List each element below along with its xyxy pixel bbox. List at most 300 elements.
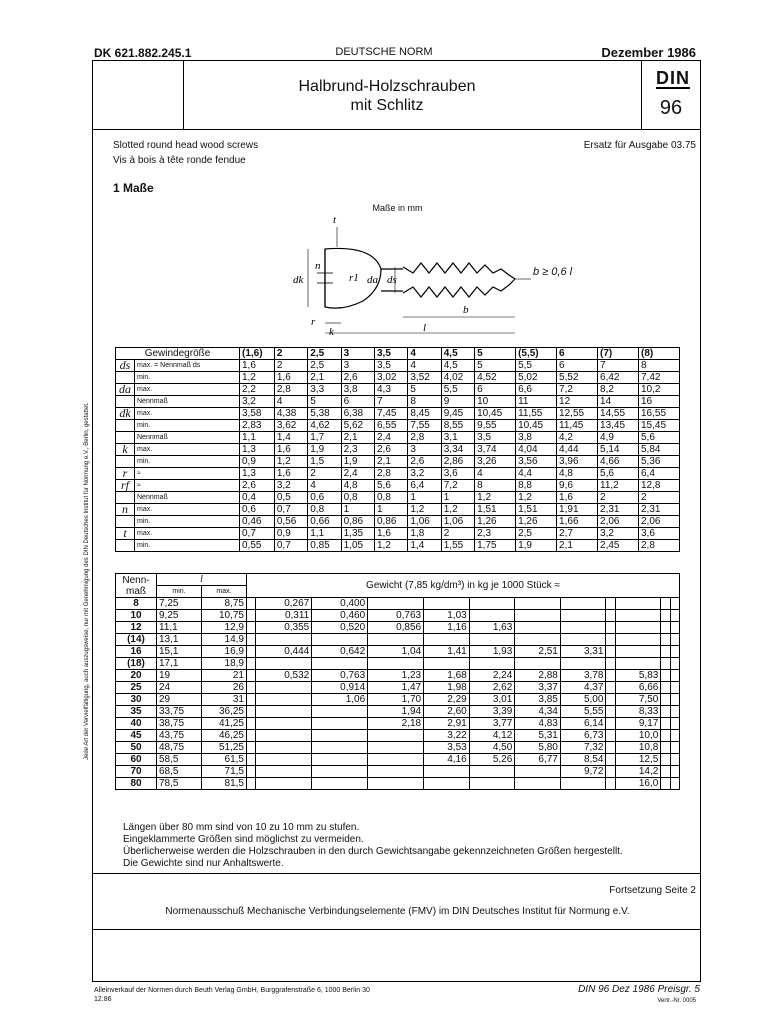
label-l: l <box>423 322 427 334</box>
value-cell: 11 <box>516 396 557 408</box>
weight-cell <box>256 694 312 706</box>
table-row <box>116 360 680 372</box>
value-cell: 0,4 <box>240 492 275 504</box>
size-col-header: 4 <box>408 348 441 360</box>
value-cell: 5,52 <box>557 372 598 384</box>
weight-cell <box>560 622 606 634</box>
table-row <box>116 598 680 610</box>
weight-cell: 10,0 <box>615 730 661 742</box>
value-cell: 3,6 <box>638 528 679 540</box>
length-min-cell: 48,75 <box>157 742 202 754</box>
weight-cell: 9,72 <box>560 766 606 778</box>
weight-cell <box>312 778 368 790</box>
size-col-header: 4,5 <box>441 348 474 360</box>
qualifier-cell: max. <box>135 408 240 420</box>
weight-cell: 3,85 <box>515 694 561 706</box>
table-row <box>116 622 680 634</box>
table-row <box>116 372 680 384</box>
weight-cell <box>469 634 515 646</box>
note-line: Überlicherweise werden die Holzschrauben in den durch Gewichtsangabe gekennzeichneten Größen hergestellt. <box>123 846 623 857</box>
weight-cell: 0,460 <box>312 610 368 622</box>
value-cell: 0,86 <box>374 516 407 528</box>
table-row <box>116 658 680 670</box>
weight-cell: 6,77 <box>515 754 561 766</box>
weight-cell: 8,33 <box>615 706 661 718</box>
table-row <box>116 516 680 528</box>
table-row <box>116 682 680 694</box>
size-header: Gewindegröße <box>116 348 240 360</box>
value-cell: 1,1 <box>308 528 341 540</box>
qualifier-cell: min. <box>135 420 240 432</box>
size-col-header: (8) <box>638 348 679 360</box>
weights-table <box>115 573 680 790</box>
table-row <box>116 504 680 516</box>
weight-cell: 1,70 <box>368 694 424 706</box>
nominal-length-cell: 30 <box>116 694 157 706</box>
value-cell: 3,56 <box>516 456 557 468</box>
weight-cell <box>670 706 679 718</box>
value-cell: 0,7 <box>274 540 307 552</box>
size-col-header: 3,5 <box>374 348 407 360</box>
table-row <box>116 456 680 468</box>
weight-cell <box>560 634 606 646</box>
weight-cell <box>312 718 368 730</box>
symbol-cell: r <box>116 468 135 480</box>
weight-cell: 0,355 <box>256 622 312 634</box>
label-b: b <box>463 304 469 316</box>
weight-cell <box>247 730 256 742</box>
table-row <box>116 718 680 730</box>
length-max-cell: 10,75 <box>202 610 247 622</box>
weight-cell <box>661 610 670 622</box>
weight-cell <box>615 658 661 670</box>
value-cell: 3 <box>408 444 441 456</box>
weight-cell <box>661 634 670 646</box>
length-min-cell: 38,75 <box>157 718 202 730</box>
weight-cell <box>661 706 670 718</box>
weight-cell: 4,12 <box>469 730 515 742</box>
size-col-header: 2 <box>274 348 307 360</box>
value-cell: 8,2 <box>598 384 639 396</box>
footer-rule <box>93 929 700 930</box>
qualifier-cell: max. <box>135 444 240 456</box>
value-cell: 12 <box>557 396 598 408</box>
weight-cell: 4,83 <box>515 718 561 730</box>
weight-cell: 2,88 <box>515 670 561 682</box>
weight-cell: 3,01 <box>469 694 515 706</box>
ersatz-note: Ersatz für Ausgabe 03.75 <box>583 140 696 151</box>
value-cell: 1 <box>341 504 374 516</box>
value-cell: 10 <box>475 396 516 408</box>
weight-cell <box>469 598 515 610</box>
weight-cell: 0,763 <box>368 610 424 622</box>
weight-cell <box>670 730 679 742</box>
weight-cell <box>312 730 368 742</box>
max-header: max. <box>202 586 247 598</box>
weight-cell: 5,00 <box>560 694 606 706</box>
weight-cell: 7,50 <box>615 694 661 706</box>
weight-cell <box>247 706 256 718</box>
weight-cell <box>247 718 256 730</box>
value-cell: 7,2 <box>557 384 598 396</box>
value-cell: 5,6 <box>638 432 679 444</box>
subtitle-en: Slotted round head wood screws <box>113 140 259 151</box>
weight-cell <box>424 778 470 790</box>
value-cell: 2 <box>598 492 639 504</box>
size-col-header: 3 <box>341 348 374 360</box>
weight-cell: 3,22 <box>424 730 470 742</box>
weight-cell: 1,98 <box>424 682 470 694</box>
value-cell: 0,5 <box>274 492 307 504</box>
value-cell: 2,86 <box>441 456 474 468</box>
committee: Normenausschuß Mechanische Verbindungselemente (FMV) im DIN Deutsches Institut für Normung e.V. <box>165 906 630 917</box>
weight-cell: 3,77 <box>469 718 515 730</box>
length-max-cell: 18,9 <box>202 658 247 670</box>
weight-cell: 8,54 <box>560 754 606 766</box>
note-line: Längen über 80 mm sind von 10 zu 10 mm zu stufen. <box>123 822 360 833</box>
weight-cell <box>247 670 256 682</box>
value-cell: 13,45 <box>598 420 639 432</box>
length-min-cell: 68,5 <box>157 766 202 778</box>
value-cell: 3,2 <box>240 396 275 408</box>
value-cell: 1 <box>441 492 474 504</box>
weight-cell: 2,29 <box>424 694 470 706</box>
weight-cell <box>606 706 615 718</box>
value-cell: 1,9 <box>341 456 374 468</box>
weight-cell: 0,532 <box>256 670 312 682</box>
length-max-cell: 26 <box>202 682 247 694</box>
weight-cell: 1,68 <box>424 670 470 682</box>
weight-cell <box>256 742 312 754</box>
value-cell: 11,55 <box>516 408 557 420</box>
table-row <box>116 670 680 682</box>
symbol-cell: n <box>116 504 135 516</box>
weight-cell: 0,400 <box>312 598 368 610</box>
value-cell: 3,6 <box>441 468 474 480</box>
weight-cell <box>256 778 312 790</box>
length-max-cell: 46,25 <box>202 730 247 742</box>
value-cell: 1,91 <box>557 504 598 516</box>
value-cell: 2,6 <box>341 372 374 384</box>
length-min-cell: 24 <box>157 682 202 694</box>
weight-cell <box>368 658 424 670</box>
table-row <box>116 468 680 480</box>
value-cell: 3,02 <box>374 372 407 384</box>
weight-cell <box>247 754 256 766</box>
value-cell: 5 <box>408 384 441 396</box>
value-cell: 1,06 <box>408 516 441 528</box>
value-cell: 5,36 <box>638 456 679 468</box>
weight-cell <box>256 682 312 694</box>
weight-cell <box>606 682 615 694</box>
value-cell: 16 <box>638 396 679 408</box>
weight-cell <box>312 658 368 670</box>
weight-cell: 2,51 <box>515 646 561 658</box>
weight-cell <box>615 622 661 634</box>
value-cell: 3,96 <box>557 456 598 468</box>
weight-cell <box>670 742 679 754</box>
weight-cell <box>606 610 615 622</box>
value-cell: 4,9 <box>598 432 639 444</box>
weight-cell <box>670 754 679 766</box>
qualifier-cell: max. = Nennmaß ds <box>135 360 240 372</box>
continuation-note: Fortsetzung Seite 2 <box>609 885 696 896</box>
weight-cell: 2,60 <box>424 706 470 718</box>
value-cell: 6,55 <box>374 420 407 432</box>
weight-cell <box>615 634 661 646</box>
table-row <box>116 694 680 706</box>
value-cell: 2,3 <box>341 444 374 456</box>
weight-cell: 10,8 <box>615 742 661 754</box>
size-col-header: (5,5) <box>516 348 557 360</box>
value-cell: 4,52 <box>475 372 516 384</box>
value-cell: 3,2 <box>598 528 639 540</box>
table-row <box>116 778 680 790</box>
value-cell: 7,55 <box>408 420 441 432</box>
doc-type: DEUTSCHE NORM <box>335 46 433 58</box>
nennmass-header: Nenn- maß <box>116 574 157 598</box>
value-cell: 2,1 <box>308 372 341 384</box>
weight-cell <box>560 778 606 790</box>
value-cell: 3,1 <box>441 432 474 444</box>
value-cell: 14,55 <box>598 408 639 420</box>
weight-cell <box>515 778 561 790</box>
qualifier-cell: Nennmaß <box>135 396 240 408</box>
value-cell: 1,26 <box>516 516 557 528</box>
value-cell: 3,2 <box>274 480 307 492</box>
value-cell: 2,31 <box>598 504 639 516</box>
value-cell: 2 <box>308 468 341 480</box>
weight-cell <box>606 742 615 754</box>
nominal-length-cell: 16 <box>116 646 157 658</box>
length-max-cell: 71,5 <box>202 766 247 778</box>
weight-cell <box>368 778 424 790</box>
value-cell: 2,8 <box>408 432 441 444</box>
weight-cell <box>469 658 515 670</box>
table-row <box>116 420 680 432</box>
value-cell: 2,8 <box>274 384 307 396</box>
symbol-cell: da <box>116 384 135 396</box>
value-cell: 1,2 <box>408 504 441 516</box>
value-cell: 2,45 <box>598 540 639 552</box>
weight-cell <box>515 610 561 622</box>
weight-cell <box>312 754 368 766</box>
weight-cell <box>670 694 679 706</box>
value-cell: 5,5 <box>516 360 557 372</box>
weight-cell <box>670 634 679 646</box>
value-cell: 1,75 <box>475 540 516 552</box>
weight-cell <box>606 598 615 610</box>
weight-cell <box>670 682 679 694</box>
weight-cell: 0,914 <box>312 682 368 694</box>
weight-cell <box>312 742 368 754</box>
qualifier-cell: max. <box>135 528 240 540</box>
weight-cell <box>670 658 679 670</box>
qualifier-cell: max. <box>135 384 240 396</box>
value-cell: 1,7 <box>308 432 341 444</box>
document-title: Halbrund-Holzschrauben mit Schlitz <box>298 78 476 114</box>
value-cell: 0,85 <box>308 540 341 552</box>
screw-thread-bottom <box>403 279 515 297</box>
weight-cell <box>670 766 679 778</box>
value-cell: 5,02 <box>516 372 557 384</box>
nominal-length-cell: 10 <box>116 610 157 622</box>
value-cell: 0,46 <box>240 516 275 528</box>
weight-cell: 1,16 <box>424 622 470 634</box>
weight-cell <box>247 622 256 634</box>
weight-cell <box>661 694 670 706</box>
value-cell: 6,38 <box>341 408 374 420</box>
weight-cell: 1,63 <box>469 622 515 634</box>
value-cell: 8 <box>475 480 516 492</box>
weight-cell: 1,06 <box>312 694 368 706</box>
table-row <box>116 646 680 658</box>
qualifier-cell: max. <box>135 504 240 516</box>
value-cell: 4,4 <box>516 468 557 480</box>
doc-date: Dezember 1986 <box>601 45 696 60</box>
value-cell: 0,8 <box>341 492 374 504</box>
value-cell: 6,4 <box>408 480 441 492</box>
value-cell: 1,6 <box>240 360 275 372</box>
table-row <box>116 480 680 492</box>
weight-cell <box>661 682 670 694</box>
value-cell: 1,6 <box>274 444 307 456</box>
size-col-header: (1,6) <box>240 348 275 360</box>
value-cell: 2,4 <box>374 432 407 444</box>
value-cell: 1,66 <box>557 516 598 528</box>
label-k: k <box>329 326 334 338</box>
value-cell: 0,66 <box>308 516 341 528</box>
length-min-cell: 15,1 <box>157 646 202 658</box>
length-min-cell: 78,5 <box>157 778 202 790</box>
weight-cell <box>424 658 470 670</box>
weight-cell <box>606 718 615 730</box>
value-cell: 8 <box>408 396 441 408</box>
weight-cell: 3,53 <box>424 742 470 754</box>
weight-cell <box>661 742 670 754</box>
value-cell: 15,45 <box>638 420 679 432</box>
value-cell: 1,9 <box>308 444 341 456</box>
value-cell: 2 <box>441 528 474 540</box>
weight-cell <box>661 670 670 682</box>
symbol-cell <box>116 420 135 432</box>
weight-cell <box>368 766 424 778</box>
nominal-length-cell: 40 <box>116 718 157 730</box>
weight-cell <box>469 610 515 622</box>
value-cell: 5,6 <box>374 480 407 492</box>
nominal-length-cell: 70 <box>116 766 157 778</box>
value-cell: 6 <box>557 360 598 372</box>
table-row <box>116 492 680 504</box>
weight-cell <box>661 754 670 766</box>
value-cell: 1,55 <box>441 540 474 552</box>
weight-cell: 0,642 <box>312 646 368 658</box>
value-cell: 2,1 <box>341 432 374 444</box>
value-cell: 0,6 <box>240 504 275 516</box>
weight-cell <box>606 766 615 778</box>
weight-cell <box>312 634 368 646</box>
weight-cell: 2,91 <box>424 718 470 730</box>
din-badge <box>641 61 700 129</box>
weight-cell: 4,16 <box>424 754 470 766</box>
weight-cell <box>661 718 670 730</box>
value-cell: 4,02 <box>441 372 474 384</box>
label-r: r <box>311 316 316 328</box>
value-cell: 5,5 <box>441 384 474 396</box>
value-cell: 8 <box>638 360 679 372</box>
value-cell: 4 <box>274 396 307 408</box>
weight-cell <box>247 694 256 706</box>
value-cell: 6,42 <box>598 372 639 384</box>
value-cell: 7,2 <box>441 480 474 492</box>
value-cell: 5,6 <box>598 468 639 480</box>
value-cell: 2 <box>638 492 679 504</box>
qualifier-cell: min. <box>135 540 240 552</box>
footer-right-small: Vertr.-Nr. 0005 <box>657 998 696 1004</box>
value-cell: 3,5 <box>475 432 516 444</box>
value-cell: 5,14 <box>598 444 639 456</box>
weight-cell <box>606 658 615 670</box>
screw-drawing <box>263 211 543 341</box>
weight-cell <box>661 778 670 790</box>
value-cell: 3 <box>341 360 374 372</box>
value-cell: 3,5 <box>374 360 407 372</box>
length-max-cell: 41,25 <box>202 718 247 730</box>
weight-cell: 9,17 <box>615 718 661 730</box>
value-cell: 11,2 <box>598 480 639 492</box>
nominal-length-cell: 80 <box>116 778 157 790</box>
value-cell: 3,26 <box>475 456 516 468</box>
value-cell: 2,06 <box>598 516 639 528</box>
value-cell: 6 <box>341 396 374 408</box>
value-cell: 2 <box>274 360 307 372</box>
value-cell: 4,04 <box>516 444 557 456</box>
value-cell: 2,8 <box>638 540 679 552</box>
value-cell: 5 <box>308 396 341 408</box>
size-col-header: 2,5 <box>308 348 341 360</box>
value-cell: 12,8 <box>638 480 679 492</box>
weight-cell <box>606 754 615 766</box>
weight-cell: 1,93 <box>469 646 515 658</box>
weight-cell <box>247 598 256 610</box>
qualifier-cell: Nennmaß <box>135 432 240 444</box>
value-cell: 14 <box>598 396 639 408</box>
notes <box>123 822 623 870</box>
footer-left: Alleinverkauf der Normen durch Beuth Verlag GmbH, Burggrafenstraße 6, 1000 Berlin 30 12.86 <box>94 987 370 1003</box>
size-col-header: 6 <box>557 348 598 360</box>
value-cell: 4,8 <box>341 480 374 492</box>
dims-header-row <box>116 348 680 360</box>
weight-cell: 6,73 <box>560 730 606 742</box>
weight-cell: 5,55 <box>560 706 606 718</box>
weight-cell: 7,32 <box>560 742 606 754</box>
symbol-cell: k <box>116 444 135 456</box>
weight-cell <box>424 766 470 778</box>
value-cell: 0,7 <box>274 504 307 516</box>
weight-cell <box>670 610 679 622</box>
weight-cell <box>256 718 312 730</box>
weight-cell <box>560 610 606 622</box>
qualifier-cell: Nennmaß <box>135 492 240 504</box>
weight-cell: 0,856 <box>368 622 424 634</box>
value-cell: 2,1 <box>374 456 407 468</box>
value-cell: 0,9 <box>274 528 307 540</box>
value-cell: 0,55 <box>240 540 275 552</box>
value-cell: 3,3 <box>308 384 341 396</box>
weight-cell <box>670 598 679 610</box>
length-min-cell: 19 <box>157 670 202 682</box>
length-header: l <box>157 574 247 586</box>
